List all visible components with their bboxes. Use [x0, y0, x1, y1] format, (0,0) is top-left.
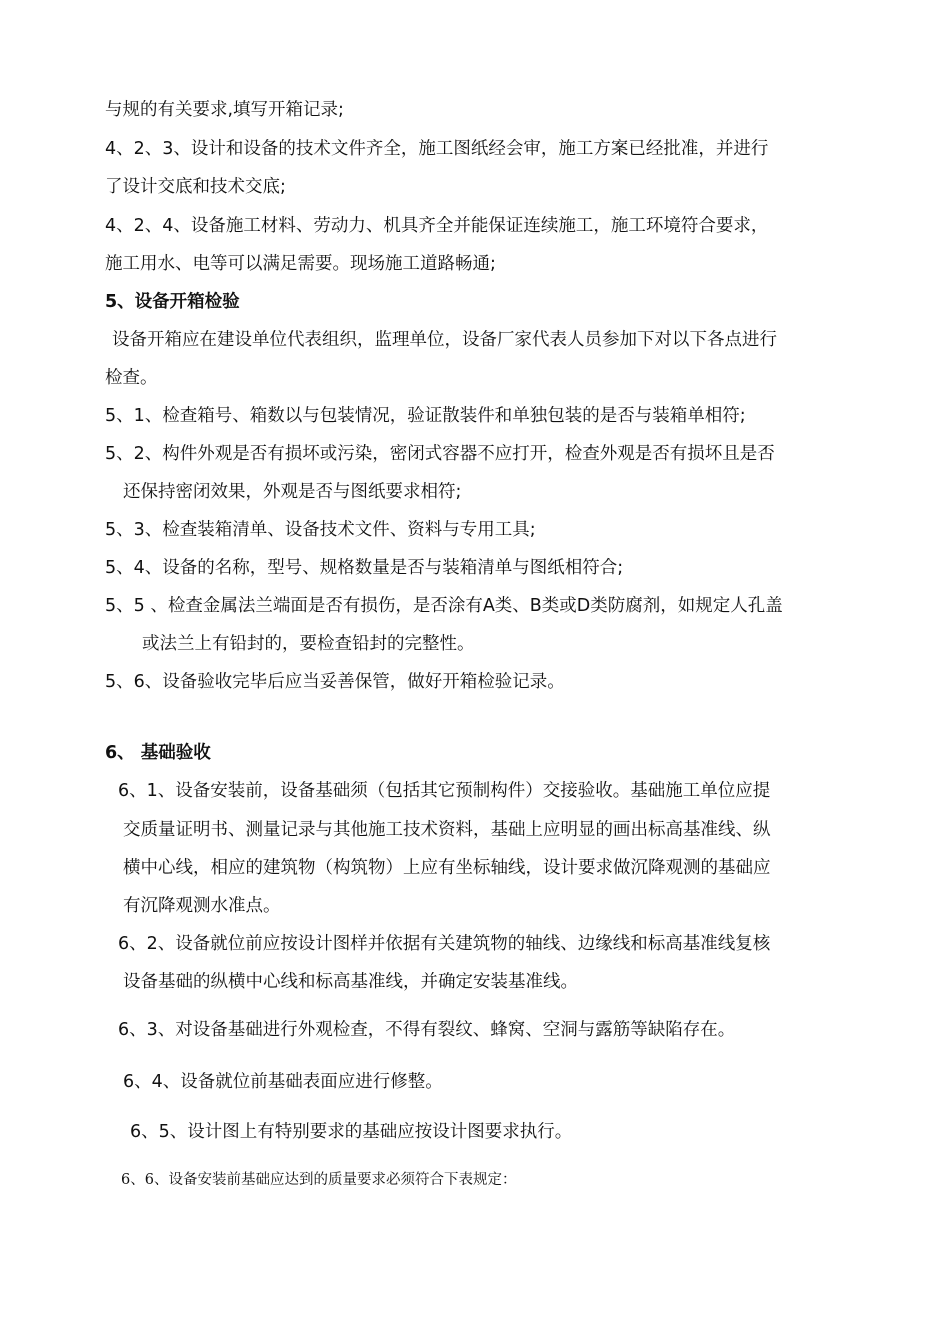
section-heading-6: 6、 基础验收 — [105, 743, 211, 763]
text-line: 6、2、设备就位前应按设计图样并依据有关建筑物的轴线、边缘线和标高基准线复核 — [118, 934, 771, 954]
text-line: 6、6、设备安装前基础应达到的质量要求必须符合下表规定： — [121, 1172, 517, 1188]
text-line: 6、3、对设备基础进行外观检查，不得有裂纹、蜂窝、空洞与露筋等缺陷存在。 — [118, 1020, 736, 1040]
text-line: 了设计交底和技术交底; — [105, 177, 286, 197]
text-line: 还保持密闭效果，外观是否与图纸要求相符; — [123, 482, 462, 502]
text-line: 5、2、构件外观是否有损坏或污染，密闭式容器不应打开，检查外观是否有损坏且是否 — [105, 444, 775, 464]
text-line: 6、4、设备就位前基础表面应进行修整。 — [123, 1072, 443, 1092]
text-line: 5、5 、检查金属法兰端面是否有损伤，是否涂有A类、B类或D类防腐剂，如规定人孔盖 — [105, 596, 783, 616]
text-line: 或法兰上有铅封的，要检查铅封的完整性。 — [142, 634, 475, 654]
text-line: 有沉降观测水准点。 — [123, 896, 281, 916]
text-line: 5、3、检查装箱清单、设备技术文件、资料与专用工具; — [105, 520, 536, 540]
text-line: 4、2、4、设备施工材料、劳动力、机具齐全并能保证连续施工，施工环境符合要求， — [105, 216, 769, 236]
text-line: 6、1、设备安装前，设备基础须（包括其它预制构件）交接验收。基础施工单位应提 — [118, 781, 771, 801]
text-line: 检查。 — [105, 368, 158, 388]
section-heading-5: 5、设备开箱检验 — [105, 292, 240, 312]
text-line: 4、2、3、设计和设备的技术文件齐全，施工图纸经会审，施工方案已经批准，并进行 — [105, 139, 769, 159]
text-line: 施工用水、电等可以满足需要。现场施工道路畅通; — [105, 254, 496, 274]
text-line: 横中心线，相应的建筑物（构筑物）上应有坐标轴线，设计要求做沉降观测的基础应 — [123, 858, 771, 878]
text-line: 与规的有关要求,填写开箱记录; — [105, 100, 344, 120]
text-line: 5、1、检查箱号、箱数以与包装情况，验证散装件和单独包装的是否与装箱单相符; — [105, 406, 746, 426]
text-line: 交质量证明书、测量记录与其他施工技术资料，基础上应明显的画出标高基准线、纵 — [123, 820, 771, 840]
text-line: 设备开箱应在建设单位代表组织，监理单位，设备厂家代表人员参加下对以下各点进行 — [112, 330, 777, 350]
text-line: 5、6、设备验收完毕后应当妥善保管，做好开箱检验记录。 — [105, 672, 565, 692]
text-line: 设备基础的纵横中心线和标高基准线，并确定安装基准线。 — [123, 972, 578, 992]
text-line: 5、4、设备的名称，型号、规格数量是否与装箱清单与图纸相符合; — [105, 558, 624, 578]
text-line: 6、5、设计图上有特别要求的基础应按设计图要求执行。 — [130, 1122, 573, 1142]
